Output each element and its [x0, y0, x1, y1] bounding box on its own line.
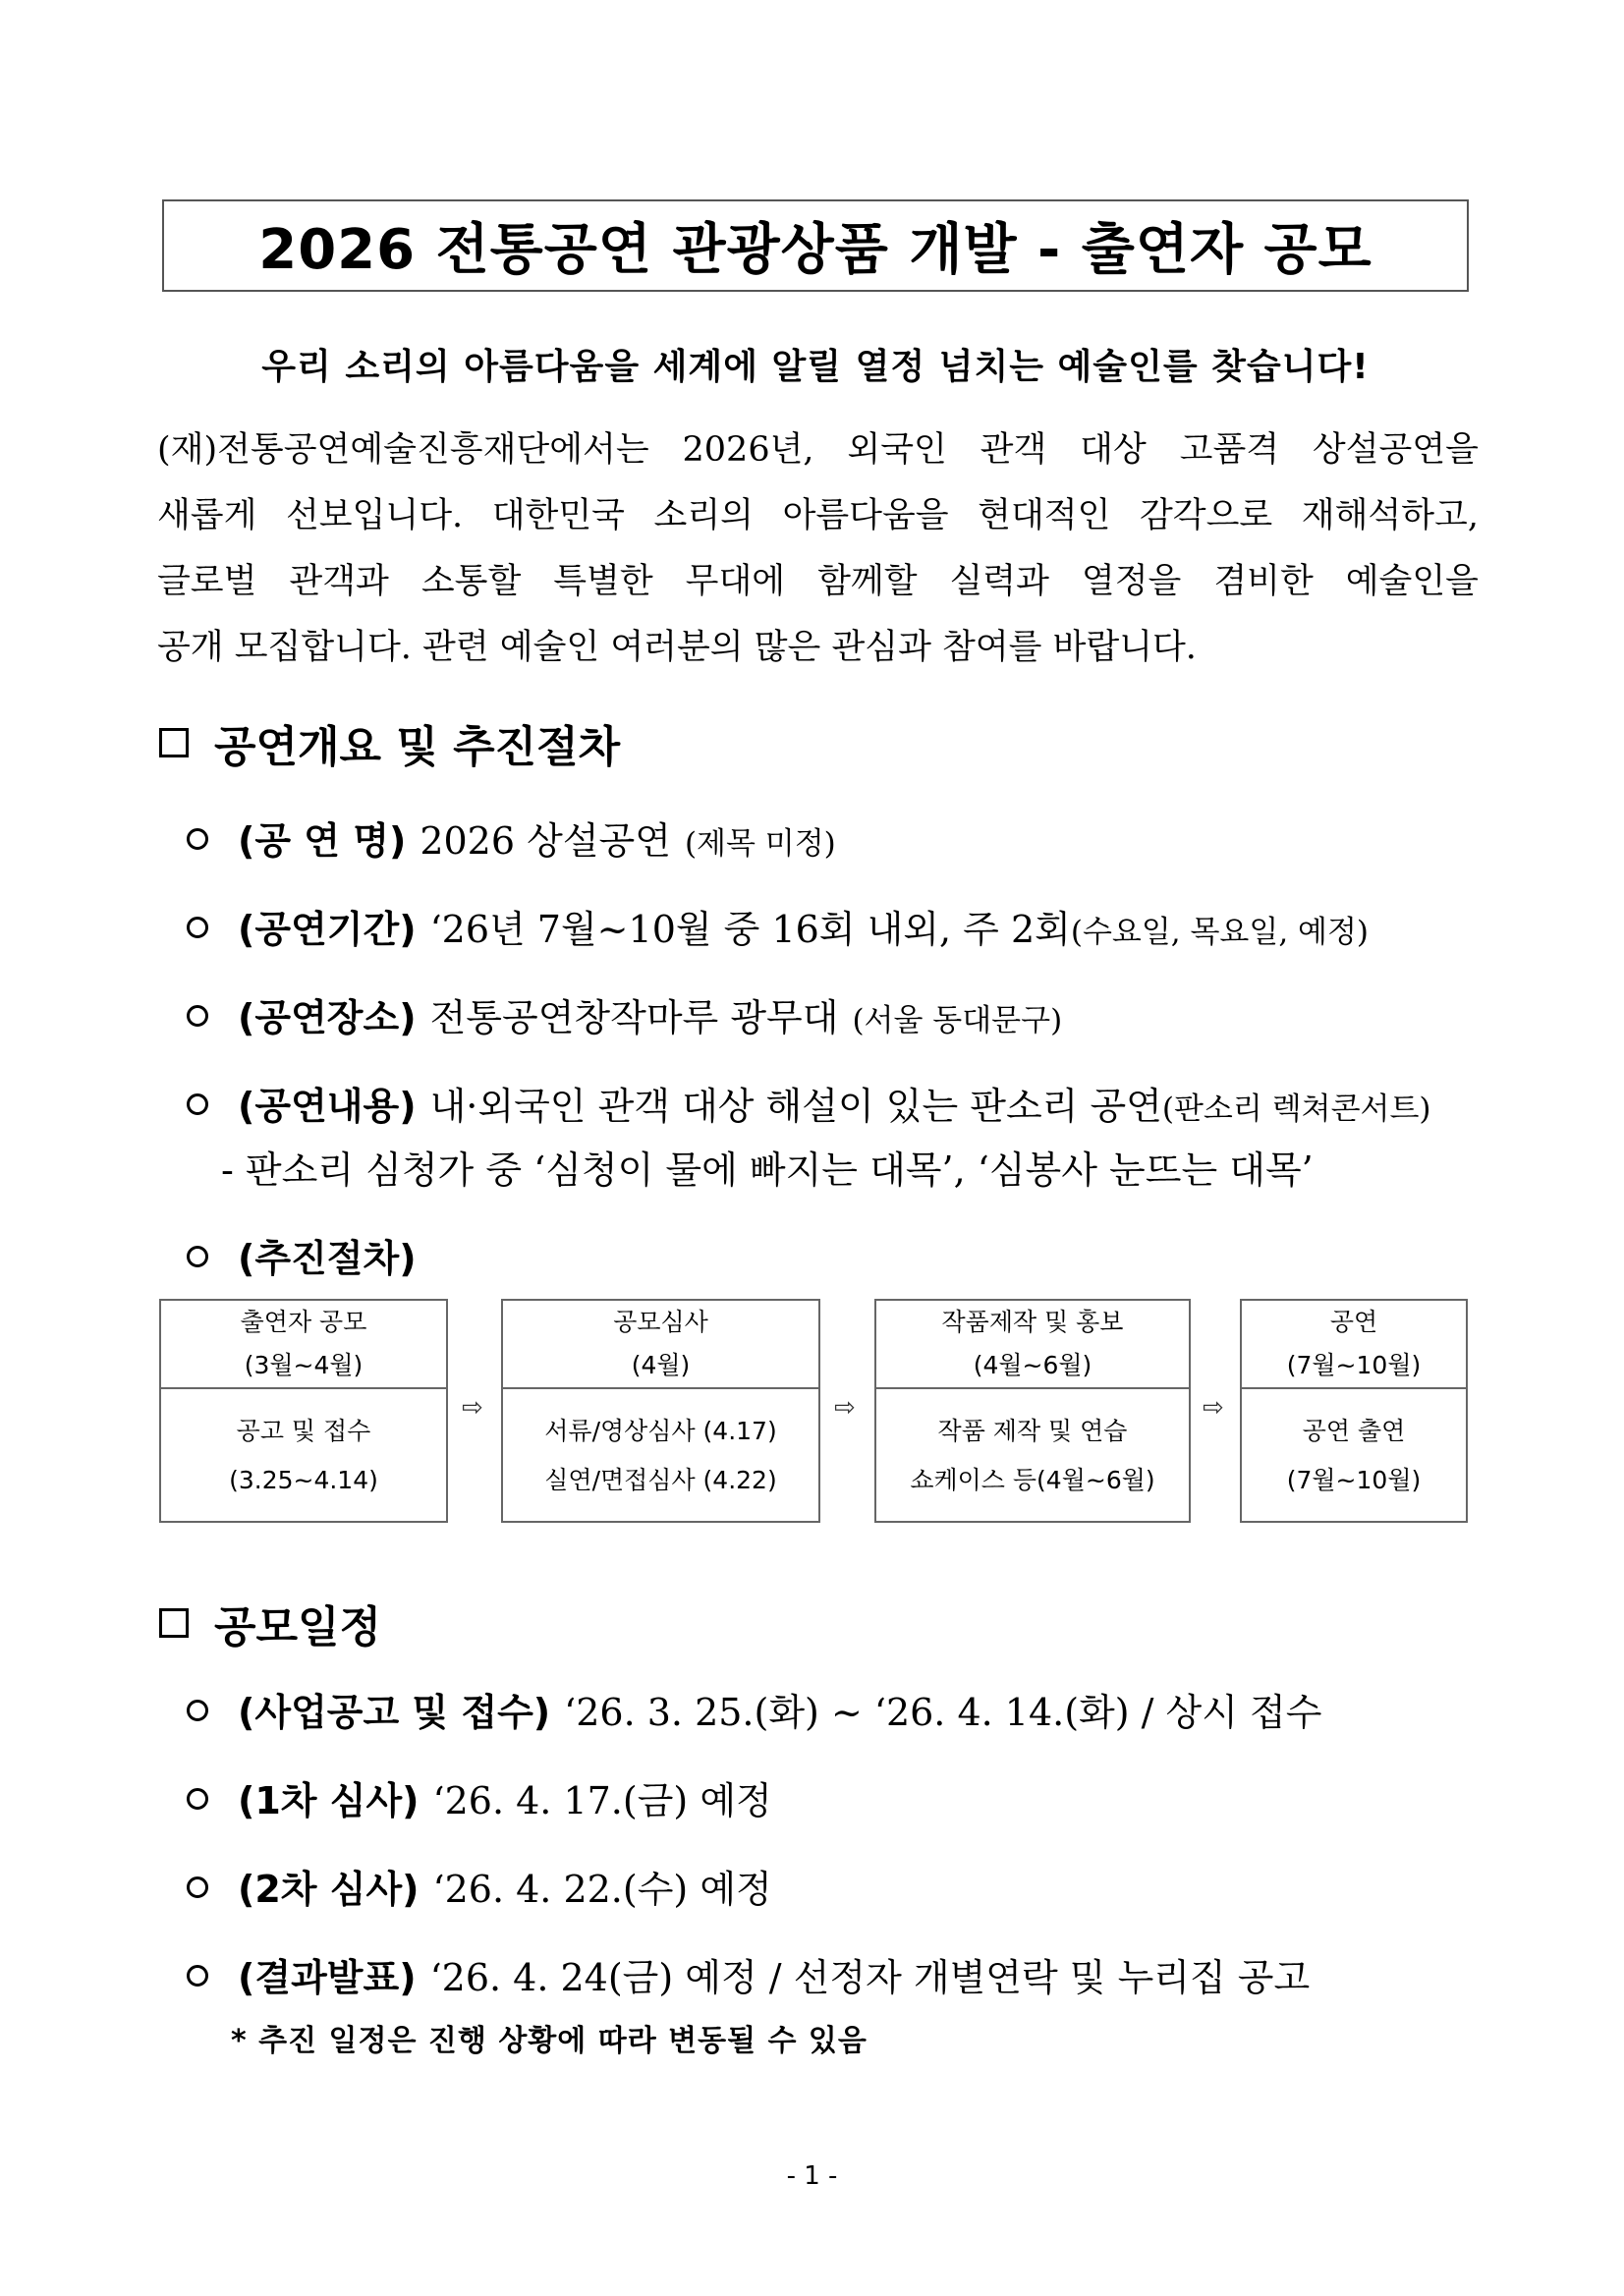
item-label: (공 연 명)	[238, 819, 407, 863]
item-label: (공연장소)	[238, 996, 417, 1039]
intro-line: 공개 모집합니다. 관련 예술인 여러분의 많은 관심과 참여를 바랍니다.	[157, 628, 1197, 667]
arrow-right-icon: ⇨	[462, 1393, 483, 1423]
item-text: ‘26. 4. 24(금) 예정 / 선정자 개별연락 및 누리집 공고	[429, 1956, 1311, 1999]
square-bullet-icon	[159, 728, 189, 757]
list-item	[187, 1770, 772, 1824]
step-detail: 공고 및 접수	[236, 1417, 371, 1445]
item-text: ‘26년 7월~10월 중 16회 내외, 주 2회	[429, 908, 1071, 951]
step-detail: (7월~10월)	[1286, 1466, 1422, 1494]
section-title: 공모일정	[214, 1602, 382, 1652]
item-label: (공연내용)	[238, 1085, 417, 1128]
circle-bullet-icon	[187, 1005, 208, 1027]
step-period: (4월)	[631, 1351, 691, 1379]
item-text: ‘26. 4. 22.(수) 예정	[432, 1868, 772, 1911]
list-item	[187, 1076, 1431, 1130]
arrow-right-icon: ⇨	[1203, 1393, 1224, 1423]
list-item	[187, 1228, 430, 1282]
process-step	[159, 1299, 448, 1523]
item-label: (결과발표)	[238, 1956, 417, 1999]
sub-item: - 판소리 심청가 중 ‘심청이 물에 빠지는 대목’, ‘심봉사 눈뜨는 대목’	[221, 1148, 1314, 1192]
circle-bullet-icon	[187, 1965, 208, 1987]
item-text: 내·외국인 관객 대상 해설이 있는 판소리 공연	[429, 1085, 1162, 1128]
step-title: 공연	[1329, 1308, 1378, 1336]
section-heading-schedule	[159, 1592, 381, 1654]
circle-bullet-icon	[187, 828, 208, 850]
step-header	[161, 1301, 446, 1389]
intro-line: (재)전통공연예술진흥재단에서는 2026년, 외국인 관객 대상 고품격 상설공연을	[157, 430, 1479, 470]
circle-bullet-icon	[187, 917, 208, 938]
step-title: 공모심사	[613, 1308, 708, 1336]
item-text: 2026 상설공연	[420, 819, 671, 863]
process-step	[874, 1299, 1191, 1523]
step-title: 작품제작 및 홍보	[941, 1308, 1124, 1336]
circle-bullet-icon	[187, 1246, 208, 1267]
step-period: (3월~4월)	[244, 1351, 364, 1379]
schedule-note: * 추진 일정은 진행 상황에 따라 변동될 수 있음	[231, 2024, 868, 2058]
step-detail: 작품 제작 및 연습	[937, 1417, 1128, 1445]
circle-bullet-icon	[187, 1876, 208, 1898]
square-bullet-icon	[159, 1608, 189, 1638]
list-item	[187, 1859, 772, 1913]
intro-line: 글로벌 관객과 소통할 특별한 무대에 함께할 실력과 열정을 겸비한 예술인을	[157, 562, 1479, 601]
list-item	[187, 899, 1369, 953]
list-item	[187, 1682, 1321, 1736]
step-body	[1242, 1389, 1466, 1523]
list-item	[187, 987, 1062, 1041]
item-text: ‘26. 4. 17.(금) 예정	[432, 1779, 772, 1822]
item-label: (1차 심사)	[238, 1779, 420, 1822]
section-title: 공연개요 및 추진절차	[214, 722, 621, 772]
circle-bullet-icon	[187, 1788, 208, 1810]
step-header	[876, 1301, 1189, 1389]
step-period: (4월~6월)	[973, 1351, 1092, 1379]
item-label: (공연기간)	[238, 908, 417, 951]
step-detail: 실연/면접심사 (4.22)	[544, 1466, 777, 1494]
step-detail: (3.25~4.14)	[229, 1466, 378, 1494]
circle-bullet-icon	[187, 1700, 208, 1721]
item-label: (사업공고 및 접수)	[238, 1691, 551, 1734]
item-label: (2차 심사)	[238, 1868, 420, 1911]
step-body	[876, 1389, 1189, 1523]
subtitle: 우리 소리의 아름다움을 세계에 알릴 열정 넘치는 예술인를 찾습니다!	[261, 347, 1370, 387]
process-step	[501, 1299, 820, 1523]
list-item	[187, 811, 836, 865]
circle-bullet-icon	[187, 1093, 208, 1115]
process-step	[1240, 1299, 1468, 1523]
step-header	[1242, 1301, 1466, 1389]
step-detail: 서류/영상심사 (4.17)	[544, 1417, 777, 1445]
step-detail: 공연 출연	[1302, 1417, 1406, 1445]
step-title: 출연자 공모	[240, 1308, 367, 1336]
document-title: 2026 전통공연 관광상품 개발 - 출연자 공모	[162, 199, 1469, 292]
item-text: ‘26. 3. 25.(화) ~ ‘26. 4. 14.(화) / 상시 접수	[564, 1691, 1322, 1734]
section-heading-overview	[159, 711, 620, 774]
item-note: (수요일, 목요일, 예정)	[1070, 915, 1370, 950]
arrow-right-icon: ⇨	[834, 1393, 856, 1423]
step-body	[503, 1389, 818, 1523]
item-note: (판소리 렉쳐콘서트)	[1161, 1092, 1431, 1127]
item-note: (제목 미정)	[684, 826, 836, 862]
item-label: (추진절차)	[238, 1237, 417, 1280]
step-period: (7월~10월)	[1286, 1351, 1422, 1379]
list-item	[187, 1947, 1310, 2001]
item-text: 전통공연창작마루 광무대	[429, 996, 839, 1039]
item-note: (서울 동대문구)	[852, 1003, 1063, 1038]
step-header	[503, 1301, 818, 1389]
intro-line: 새롭게 선보입니다. 대한민국 소리의 아름다움을 현대적인 감각으로 재해석하고,	[157, 496, 1479, 535]
page-number: - 1 -	[786, 2161, 838, 2191]
step-body	[161, 1389, 446, 1523]
step-detail: 쇼케이스 등(4월~6월)	[910, 1466, 1155, 1494]
